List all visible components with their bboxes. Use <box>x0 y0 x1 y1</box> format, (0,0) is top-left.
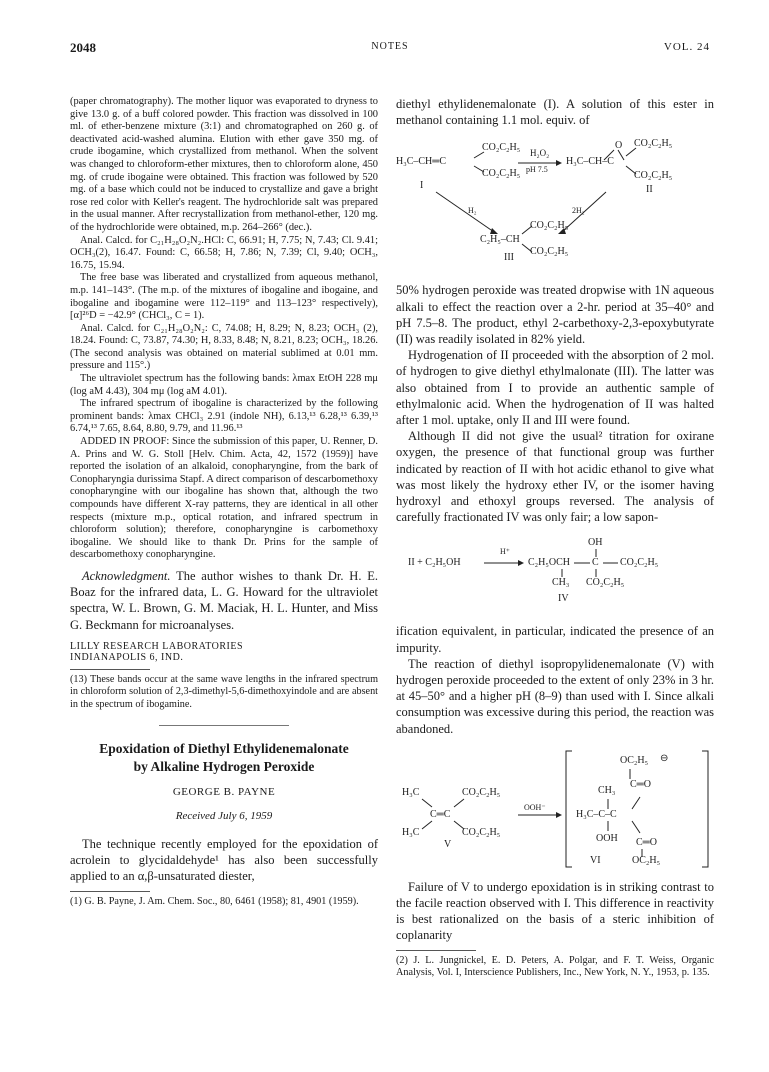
VI-methyl: CH₃ <box>598 784 616 796</box>
experimental-text <box>70 96 378 562</box>
compound-I-chain: H₃C–CH═C <box>396 156 447 168</box>
methyl-group: CH₃ <box>552 577 570 589</box>
compound-II-oxygen: O <box>615 140 623 152</box>
article-title-line: Epoxidation of Diethyl Ethylidenemalonate <box>99 741 349 756</box>
V-methyl-bottom: H₃C <box>402 826 420 838</box>
paragraph: Failure of V to undergo epoxidation is in striking contrast to the facile reaction observed with I. This difference in reactivity is best rationalized on the basis of a steric inhibition of coplanarity <box>396 879 714 943</box>
compound-label-II: II <box>646 184 653 196</box>
section-name: NOTES <box>371 41 409 52</box>
product-ester-bottom: CO₂C₂H₅ <box>586 577 625 589</box>
footnote-rule <box>396 950 476 951</box>
received-date: Received July 6, 1959 <box>175 810 273 822</box>
compound-label-V: V <box>444 838 452 850</box>
compound-III-ester-bottom: CO₂C₂H₅ <box>530 246 569 258</box>
acknowledgment <box>70 568 378 633</box>
paragraph: The free base was liberated and crystallized from aqueous methanol, m.p. 141–143°. (The m.p. of the mixtures of ibogaline and ibogaine, and ibogaline and ibogamine were 112–119° and 113–123° respectively), [α]²⁶D = −42.9° (CHCl₃, C = 1). <box>70 272 378 322</box>
compound-II-ester-top: CO₂C₂H₅ <box>634 138 673 150</box>
reagent-hydroperoxide: OOH⁻ <box>524 802 546 812</box>
volume-label: VOL. 24 <box>663 41 710 53</box>
acknowledgment-text: The author wishes to thank Dr. H. E. Boaz for the infrared data, L. G. Howard for the ultraviolet spectra, W. L. Brown, G. M. Maciak, H. L. Hunter, and Miss G. Beckmann for microanalyses. <box>70 568 378 632</box>
compound-III-ester-top: CO₂C₂H₅ <box>530 220 569 232</box>
central-carbon: C <box>592 557 599 569</box>
catalyst-acid: H⁺ <box>500 547 510 557</box>
product-ester: CO₂C₂H₅ <box>620 557 659 569</box>
reactants: II + C₂H₅OH <box>408 557 461 569</box>
compound-label-IV: IV <box>558 593 569 605</box>
affiliation-line: LILLY RESEARCH LABORATORIES <box>70 640 244 652</box>
paragraph: ADDED IN PROOF: Since the submission of this paper, U. Renner, D. A. Prins and W. G. Stoll [Helv. Chim. Acta, 42, 1572 (1959)] have reported the isolation of an alkaloid, conopharyngine, from the bark of Conopharyngia durissima Stapf. A direct comparison of descarbomethoxy conopharyngine with our ibogaline has shown that, although the two compounds have different X-ray patterns, they are identical in all other respects (mixture m.p., optical rotation, and infrared spectrum in chloroform solution); therefore, conopharyngine is carbomethoxy ibogaline. We should like to thank Dr. Prins for the sample of descarbomethoxy conopharyngine. <box>70 436 378 561</box>
footnote-1: (1) G. B. Payne, J. Am. Chem. Soc., 80, 6461 (1958); 81, 4901 (1959). <box>70 895 359 907</box>
footnote-rule <box>70 891 150 892</box>
affiliation-line: INDIANAPOLIS 6, IND. <box>70 651 184 663</box>
paragraph: Anal. Calcd. for C₂₁H₂₈O₂N₂.HCl: C, 66.91; H, 7.75; N, 7.43; Cl. 9.41; OCH₃(2), 16.47. Found: C, 66.58; H, 7.86; N, 7.39; Cl, 9.40; OCH₃, 16.75, 15.94. <box>70 234 378 271</box>
reagent-ph: pH 7.5 <box>526 165 548 175</box>
VI-hydroperoxy: OOH <box>596 832 618 844</box>
article-title-line: by Alkaline Hydrogen Peroxide <box>133 759 315 774</box>
compound-label-III: III <box>504 252 514 264</box>
V-ester-bottom: CO₂C₂H₅ <box>462 826 501 838</box>
paragraph: The reaction of diethyl isopropylidenemalonate (V) with hydrogen peroxide proceeded to the extent of only 23% in 3 hr. at 45–50° and a higher pH (8–9) than used with I. Since alkali consumption was excessive during this period, the reaction was abandoned. <box>396 656 714 736</box>
VI-carbonyl-bottom: C═O <box>636 836 657 848</box>
article-author: GEORGE B. PAYNE <box>172 786 276 798</box>
affiliation <box>70 641 378 663</box>
V-ester-top: CO₂C₂H₅ <box>462 786 501 798</box>
reaction-scheme-1 <box>396 136 714 266</box>
oh-group: OH <box>588 537 603 549</box>
compound-II-chain: H₃C–CH–C <box>566 156 614 168</box>
compound-III-chain: C₂H₅–CH <box>480 234 520 246</box>
acknowledgment-label: Acknowledgment. <box>82 568 171 583</box>
V-methyl-top: H₃C <box>402 786 420 798</box>
reaction-scheme-3 <box>396 747 714 871</box>
product-ether: C₂H₅OCH <box>528 557 570 569</box>
VI-ethoxide-top: OC₂H₅ <box>620 754 649 766</box>
paragraph: diethyl ethylidenemalonate (I). A solution of this ester in methanol containing 1.1 mol. equiv. of <box>396 97 714 128</box>
VI-chain: H₃C–C–C <box>576 808 617 820</box>
paragraph: ification equivalent, in particular, indicated the presence of an impurity. <box>396 624 714 655</box>
footnote-2: (2) J. L. Jungnickel, E. D. Peters, A. Polgar, and F. T. Weiss, Organic Analysis, Vol. I, Interscience Publishers, Inc., New York, N. Y., 1953, p. 135. <box>396 954 714 979</box>
paragraph: (paper chromatography). The mother liquor was evaporated to dryness to give 13.0 g. of a buff colored powder. This fraction was dissolved in 100 ml. of ether-benzene mixture (3:1) and chromatographed on 260 g. of deactivated acid-washed alumina. Elution with ether gave 350 mg. of crude ibogamine, which crystallized from methanol. When the solvent was changed to chloroform-ether mixtures, then to chloroform alone, 450 mg. of crude ibogaine were obtained. This fraction was followed by 520 mg. of a base which could not be induced to crystallize and gave a bright rose red color with Keller's reagent. The hydrochloride salt was prepared in the usual manner. After recrystallization from methanol-ether, 120 mg. of the hydrochloride were obtained, m.p. 264–266° (dec.). <box>70 96 378 233</box>
paragraph: Anal. Calcd. for C₂₁H₂₈O₂N₂: C, 74.08; H, 8.29; N, 8.23; OCH₃ (2), 18.24. Found: C, 73.87, 74.30; H, 8.33, 8.48; N, 8.21, 8.23; OCH₃, 18.26. (The second analysis was obtained on material sublimed at 0.01 mm. pressure and 115°.) <box>70 322 378 372</box>
VI-carbonyl-top: C═O <box>630 778 651 790</box>
reagent-h2o2: H₂O₂ <box>530 148 550 159</box>
compound-I-ester-top: CO₂C₂H₅ <box>482 142 521 154</box>
left-column <box>70 96 378 908</box>
compound-I-ester-bottom: CO₂C₂H₅ <box>482 168 521 180</box>
paragraph: Hydrogenation of II proceeded with the absorption of 2 mol. of hydrogen to give diethyl ethylmalonate (III). The latter was also obtained from I to provide an authentic sample of ethylmalonic acid. When the hydrogenation of II was halted after 1 mol. uptake, only II and III were found. <box>396 348 714 428</box>
right-column <box>396 96 714 980</box>
footnote-rule <box>70 669 150 670</box>
compound-II-ester-bottom: CO₂C₂H₅ <box>634 170 673 182</box>
paragraph: Although II did not give the usual² titration for oxirane oxygen, the presence of that functional group was further indicated by reaction of II with hot acidic ethanol to give what was most likely the hydroxy ether IV, or the isomer having hydroxyl and ethoxyl groups reversed. The analysis of carefully fractionated IV was only fair; a low sapon- <box>396 429 714 525</box>
intro-text <box>70 836 378 885</box>
compound-label-I: I <box>420 180 424 192</box>
compound-label-VI: VI <box>590 854 601 866</box>
VI-ethoxy-bottom: OC₂H₅ <box>632 854 661 866</box>
paragraph: The technique recently employed for the epoxidation of acrolein to glycidaldehyde¹ has also been successfully applied to an α,β-unsaturated diester, <box>70 837 378 884</box>
paragraph: 50% hydrogen peroxide was treated dropwise with 1N aqueous alkali to effect the reaction over a 2-hr. period at 35–40° and pH 7.5–8. The product, ethyl 2-carbethoxy-2,3-epoxybutyrate (II) was readily isolated in 82% yield. <box>396 283 714 347</box>
reagent-h2-a: H₂ <box>468 206 477 216</box>
VI-charge-icon: ⊖ <box>660 752 669 764</box>
section-divider <box>159 725 289 726</box>
paragraph: The infrared spectrum of ibogaline is characterized by the following prominent bands: λmax CHCl₃ 2.91 (indole NH), 6.13,¹³ 6.28,¹³ 6.39,¹³ 6.74,¹³ 7.65, 8.64, 8.80, 9.79, and 11.96.¹³ <box>70 398 378 435</box>
page-number: 2048 <box>70 40 96 55</box>
paragraph: The ultraviolet spectrum has the following bands: λmax EtOH 228 mμ (log aM 4.43), 304 mμ (log aM 4.01). <box>70 373 378 397</box>
running-header <box>70 40 710 60</box>
reagent-h2-b: 2H₂ <box>572 206 585 216</box>
scheme-2-lines <box>396 537 714 609</box>
footnote-13: (13) These bands occur at the same wave lengths in the infrared spectrum in chloroform solution of 2,3-dimethyl-5,6-dimethoxyindole and are absent in the spectrum of ibogamine. <box>70 673 378 710</box>
reaction-scheme-2 <box>396 537 714 609</box>
V-double-bond: C═C <box>430 808 451 820</box>
